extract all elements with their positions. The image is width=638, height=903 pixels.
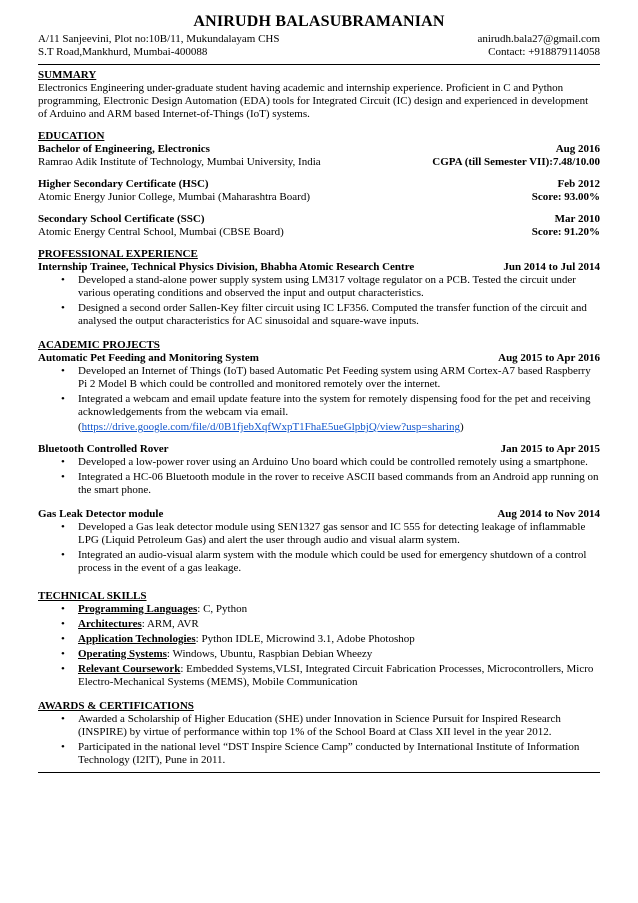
header-row-2 — [38, 46, 600, 59]
project-bullets — [38, 456, 600, 497]
education-score: Score: 93.00% — [531, 191, 600, 203]
education-header — [38, 178, 600, 191]
section-title-projects: ACADEMIC PROJECTS — [38, 339, 160, 351]
project-name: Gas Leak Detector module — [38, 508, 164, 520]
education-header — [38, 213, 600, 226]
bullet-icon: • — [61, 549, 65, 561]
project-header — [38, 508, 600, 521]
bullet-text: Integrated a HC-06 Bluetooth module in the rover to receive ASCII based commands from an Android app running on the smart phone. — [78, 471, 599, 496]
bullet-text: Integrated a webcam and email update feature into the system for remotely dispensing food for the pet and receiving acknowledgements from the webcam via email. — [78, 393, 591, 418]
skill-item — [38, 618, 600, 631]
experience-date: Jun 2014 to Jul 2014 — [503, 261, 600, 273]
experience-role: Internship Trainee, Technical Physics Division, Bhabha Atomic Research Centre — [38, 261, 415, 273]
project-header — [38, 352, 600, 365]
address-line-2: S.T Road,Mankhurd, Mumbai-400088 — [38, 46, 208, 58]
skill-value: : ARM, AVR — [141, 618, 199, 630]
bullet-icon: • — [61, 521, 65, 533]
skill-label: Application Technologies — [78, 633, 196, 645]
skill-value: : Windows, Ubuntu, Raspbian Debian Wheezy — [166, 648, 373, 660]
bullet-text: Developed a Gas leak detector module using SEN1327 gas sensor and IC 555 for detecting leakage of inflammable LPG (Liquid Petroleum Gas) and alert the user through audio and visual alarm system. — [78, 521, 586, 546]
address-line-1: A/11 Sanjeevini, Plot no:10B/11, Mukundalayam CHS — [38, 33, 280, 45]
contact-number: Contact: +918879114058 — [488, 46, 600, 58]
project-header — [38, 443, 600, 456]
education-school: Atomic Energy Central School, Mumbai (CBSE Board) — [38, 226, 284, 238]
email-link[interactable]: anirudh.bala27@gmail.com — [477, 33, 600, 45]
bullet-text: Integrated an audio-visual alarm system with the module which could be used for emergency shutdown of a control process in the event of a gas leakage. — [78, 549, 587, 574]
bullet-text: Designed a second order Sallen-Key filter circuit using IC LF356. Computed the transfer function of the circuit and analysed the output characteristics for AC sinusoidal and square-wave inputs. — [78, 302, 587, 327]
education-detail — [38, 191, 600, 204]
education-header — [38, 143, 600, 156]
project-bullet — [38, 471, 600, 497]
skill-label: Programming Languages — [78, 603, 198, 615]
section-title-skills: TECHNICAL SKILLS — [38, 590, 147, 602]
bullet-text: Developed a stand-alone power supply system using LM317 voltage regulator on a PCB. Tested the circuit under various operating conditions and observed the input and output characteristics. — [78, 274, 576, 299]
experience-header — [38, 261, 600, 274]
project-date: Aug 2015 to Apr 2016 — [498, 352, 600, 364]
education-detail — [38, 226, 600, 239]
experience-bullets — [38, 274, 600, 328]
education-date: Mar 2010 — [554, 213, 600, 225]
bullet-text: Awarded a Scholarship of Higher Education (SHE) under Innovation in Science Pursuit for Inspired Research (INSPIRE) by virtue of performance within top 1% of the School Board at Class XII level in the year 2012. — [78, 713, 561, 738]
project-name: Automatic Pet Feeding and Monitoring System — [38, 352, 259, 364]
education-school: Ramrao Adik Institute of Technology, Mumbai University, India — [38, 156, 321, 168]
project-bullet — [38, 365, 600, 391]
education-score: CGPA (till Semester VII):7.48/10.00 — [432, 156, 600, 168]
skill-label: Operating Systems — [78, 648, 167, 660]
project-bullet — [38, 549, 600, 575]
header-row-1 — [38, 33, 600, 46]
section-title-summary: SUMMARY — [38, 69, 97, 81]
project-bullets — [38, 365, 600, 419]
skill-label: Relevant Coursework — [78, 663, 181, 675]
bullet-icon: • — [61, 456, 65, 468]
bullet-text: Participated in the national level “DST Inspire Science Camp” conducted by International Institute of Information Technology (I2IT), Pune in 2011. — [78, 741, 580, 766]
bullet-icon: • — [61, 471, 65, 483]
award-bullet — [38, 741, 600, 767]
skill-value: : C, Python — [197, 603, 248, 615]
project-name: Bluetooth Controlled Rover — [38, 443, 169, 455]
skills-list — [38, 603, 600, 689]
section-title-education: EDUCATION — [38, 130, 105, 142]
education-list — [38, 143, 600, 239]
bullet-icon: • — [61, 633, 65, 645]
skill-label: Architectures — [78, 618, 142, 630]
project-bullets — [38, 521, 600, 575]
project-date: Aug 2014 to Nov 2014 — [497, 508, 600, 520]
education-detail — [38, 156, 600, 169]
section-title-experience: PROFESSIONAL EXPERIENCE — [38, 248, 198, 260]
bullet-icon: • — [61, 393, 65, 405]
education-degree: Bachelor of Engineering, Electronics — [38, 143, 210, 155]
bullet-icon: • — [61, 603, 65, 615]
skill-item — [38, 603, 600, 616]
experience-bullet — [38, 274, 600, 300]
awards-list — [38, 713, 600, 767]
bullet-icon: • — [61, 302, 65, 314]
bullet-text: Developed an Internet of Things (IoT) based Automatic Pet Feeding system using ARM Cortex-A7 based Raspberry Pi 2 Model B which could be controlled and monitored remotely over the internet. — [78, 365, 591, 390]
projects-list — [38, 352, 600, 586]
skill-item — [38, 633, 600, 646]
education-date: Aug 2016 — [555, 143, 600, 155]
project-link-row: (https://drive.google.com/file/d/0B1fjebXqfWxpT1FhaE5ueGlpbjQ/view?usp=sharing) — [78, 421, 464, 433]
bullet-text: Developed a low-power rover using an Arduino Uno board which could be controlled remotely using a smartphone. — [78, 456, 588, 468]
project-bullet — [38, 393, 600, 419]
skill-item — [38, 663, 600, 689]
bullet-icon: • — [61, 648, 65, 660]
section-title-awards: AWARDS & CERTIFICATIONS — [38, 700, 194, 712]
skill-value: : Embedded Systems,VLSI, Integrated Circuit Fabrication Processes, Microcontrollers, Micro Electro-Mechanical Systems (MEMS), Mobile Communication — [78, 663, 594, 688]
bullet-icon: • — [61, 663, 65, 675]
header-divider — [38, 64, 600, 65]
education-score: Score: 91.20% — [531, 226, 600, 238]
skill-value: : Python IDLE, Microwind 3.1, Adobe Photoshop — [195, 633, 415, 645]
skill-item — [38, 648, 600, 661]
summary-text: Electronics Engineering under-graduate student having academic and internship experience. Proficient in C and Python programming, Electronic Design Automation (EDA) tools for Integrated Circuit (IC) design and experienced in development of Arduino and ARM based Internet-of-Things (IoT) systems. — [38, 82, 589, 120]
candidate-name: ANIRUDH BALASUBRAMANIAN — [193, 13, 445, 30]
bullet-icon: • — [61, 713, 65, 725]
project-date: Jan 2015 to Apr 2015 — [500, 443, 600, 455]
bullet-icon: • — [61, 741, 65, 753]
education-degree: Secondary School Certificate (SSC) — [38, 213, 205, 225]
resume-content — [38, 12, 600, 777]
education-school: Atomic Energy Junior College, Mumbai (Maharashtra Board) — [38, 191, 310, 203]
education-degree: Higher Secondary Certificate (HSC) — [38, 178, 209, 190]
experience-bullet — [38, 302, 600, 328]
project-bullet — [38, 521, 600, 547]
footer-divider — [38, 772, 600, 773]
bullet-icon: • — [61, 618, 65, 630]
award-bullet — [38, 713, 600, 739]
education-date: Feb 2012 — [557, 178, 600, 190]
bullet-icon: • — [61, 274, 65, 286]
bullet-icon: • — [61, 365, 65, 377]
project-bullet — [38, 456, 600, 469]
project-demo-link[interactable]: https://drive.google.com/file/d/0B1fjebXqfWxpT1FhaE5ueGlpbjQ/view?usp=sharing — [81, 421, 460, 433]
